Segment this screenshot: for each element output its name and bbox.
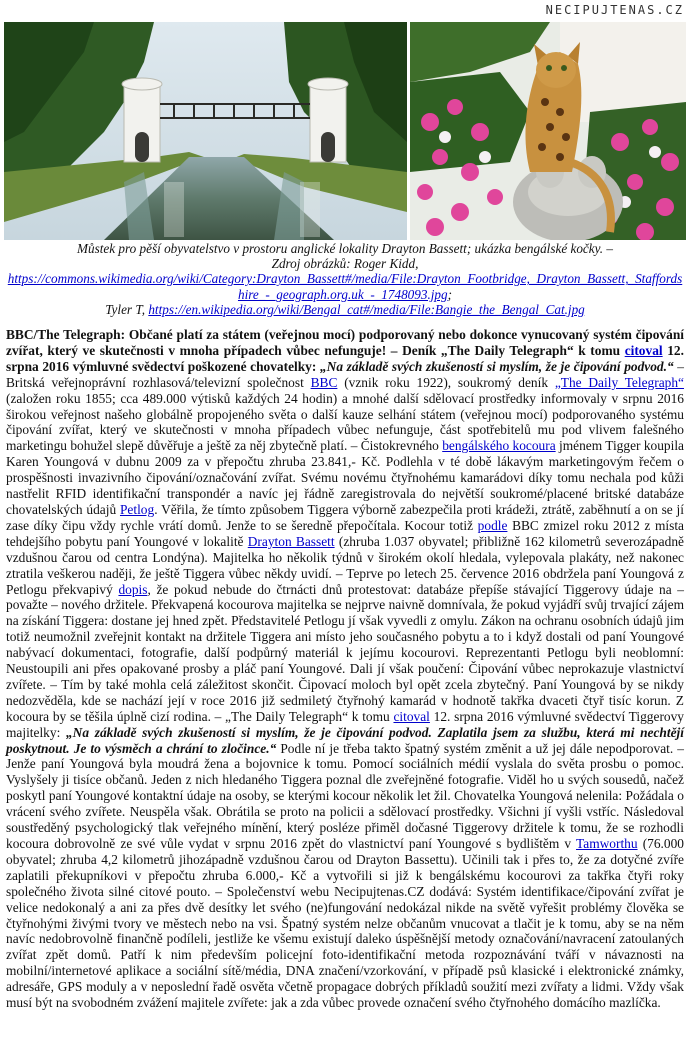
- footbridge-photo: [4, 22, 407, 240]
- text-9: 12. srpna 2016 výmluvné svědectví Tiggerovy majitelky:: [6, 708, 684, 740]
- link-tamworth[interactable]: Tamworthu: [576, 836, 638, 851]
- link-bengal-cat[interactable]: bengálského kocoura: [442, 438, 556, 454]
- quote-2: „Na základě svých zkušeností si myslím, že je čipování podvod. Zaplatila jsem za službu, která mi nechtějí poskytnout. Je to výsměch a chrání to zločince.“: [6, 724, 684, 756]
- text-7: (zhruba 1.037 obyvatel; přibližně 162 kilometrů severozápadně vzdušnou čarou od centra Londýna). Majitelka ho několik týdnů v širokém okolí hledala, vylepovala plakáty, než nakonec ztratila veškerou naději, že ještě Tiggera vůbec někdy uvidí. – Teprve po letech 25. července 2016 obdržela paní Youngová z Petlogu překvapivý: [6, 533, 684, 597]
- caption-separator: ;: [447, 286, 453, 302]
- link-citoval[interactable]: citoval: [624, 342, 663, 358]
- text-3: (založen roku 1855; cca 489.000 výtisků každých 24 hodin) a mnohé další sdělovací prostředky informovaly v srpnu 2016 širokou veřejnost našeho globálně propojeného světa o další kauze selhání státem (veřejnou mocí) podporovaného systému čipování zvířat, který ve skutečnosti v mnoha případech vůbec nefunguje, část spotřebitelů mu pod vlivem falešného marketingu bohužel slepě důvěřuje a ještě za něj zbytečně platí. – Čistokrevného: [6, 390, 684, 454]
- photo-strip: [4, 22, 686, 240]
- image-caption: [6, 241, 684, 317]
- text-2: (vznik roku 1922), soukromý deník: [344, 374, 549, 390]
- text-4: jménem Tigger koupila Karen Youngová v dubnu 2009 za v přepočtu zhruba 23.841,- Kč. Podlehla v té době lákavým marketingovým řečem o prospěšnosti invazivního čipování/označování zvířat. Svému novému čtyřnohému kamarádovi díky tomu nechala pod kůži nastřelit RFID identifikační transpondér a navíc jej řádně zaregistrovala do největší soukromé/placené britské databáze chovatelských údajů: [6, 438, 684, 517]
- article-lead-quote: „Na základě svých zkušeností si myslím, že je čipování podvod.“: [319, 358, 674, 374]
- bengal-cat-photo: [410, 22, 686, 240]
- link-podle[interactable]: podle: [477, 517, 508, 533]
- link-citoval-2[interactable]: citoval: [393, 708, 430, 724]
- link-drayton-bassett[interactable]: Drayton Bassett: [247, 533, 335, 549]
- article-paragraph: [6, 327, 684, 1011]
- bengal-cat-photo-drawing: [410, 22, 686, 240]
- footbridge-photo-drawing: [4, 22, 407, 240]
- article-body: [6, 327, 684, 1011]
- link-dopis[interactable]: dopis: [118, 581, 148, 597]
- caption-link-footbridge[interactable]: https://commons.wikimedia.org/wiki/Category:Drayton_Bassett#/media/File:Drayton_Footbridge,_Drayton_Bassett,_Staffordshire_-_geograph.org.uk_-_1748093.jpg: [7, 271, 683, 302]
- text-1: – Britská veřejnoprávní rozhlasová/televizní společnost: [6, 358, 684, 390]
- link-petlog[interactable]: Petlog: [119, 501, 155, 517]
- text-10: Podle ní je třeba takto špatný systém změnit a už jej dále nepodporovat. – Jenže paní Youngová byla moudrá žena a bojovnice k tomu. Pomocí sociálních médií vyslala do světa prosbu o pomoc. Vyslyšely ji tisíce občanů. Jeden z nich hledaného Tiggera poznal dle zveřejněné fotografie. Viděl ho u svých sousedů, načež poskytl paní Youngové kontaktní údaje na osoby, se kterými kocour několik let žil. Chovatelka Youngová nelenila: Požádala o vrácení svého zvířete. Neuspěla však. Obrátila se proto na policii a sdělovací prostředky. Všichni jí vyšli vstříc. Následoval soustředěný psychologický tlak veřejného mínění, který posléze přiměl dočasné Tiggerovy držitele k tomu, že se rozhodli kocoura dobrovolně ze své vůle vydat v srpnu 2016 zpět do vlastnictví paní Youngové s bydlištěm v: [6, 740, 684, 851]
- caption-tyler: Tyler T,: [105, 301, 146, 317]
- site-name: NECIPUJTENAS.CZ: [545, 3, 684, 17]
- link-daily-telegraph[interactable]: „The Daily Telegraph“: [554, 374, 684, 390]
- caption-link-bengal[interactable]: https://en.wikipedia.org/wiki/Bengal_cat#/media/File:Bangie_the_Bengal_Cat.jpg: [148, 301, 585, 317]
- article-lead: BBC/The Telegraph: Občané platí za státem (veřejnou mocí) podporovaný nebo dokonce vynucovaný systém čipování zvířat, který ve skutečnosti v mnoha případech vůbec nefunguje! – Deník „The Daily Telegraph“ k tomu: [6, 327, 684, 358]
- text-8: , že pokud nebude do čtrnácti dnů protestovat: databáze přepíše stávající Tiggerovy údaje na – považte – nového držitele. Překvapená kocourova majitelka se nejprve naivně domnívala, že pokud vyjádří svůj trvající zájem na získání Tiggera: dostane jej hned zpět. Představitelé Petlogu jí však vyvedli z omylu. Zákon na ochranu osobních údajů jim totiž neumožnil zveřejnit kontakt na držitele Tiggera ani místo jeho současného pobytu a to i když dostali od paní Youngové nabývací dokumentaci, fotografie, další podpůrný materiál k jejímu kocourovi. Reprezentanti Petlogu byli neoblomní: Neustoupili ani přes opakované prosby a pláč paní Youngové. Dali jí však poučení: Čipování vůbec neprokazuje vlastnictví zvířete. – Tím by také mohla celá záležitost skončit. Čipovací moloch byl opět zcela zbytečný. Paní Youngová by se nikdy nedozvěděla, kde se nachází její v roce 2016 již sedmiletý čtyřnohý kamarád v hodnotě takřka dvaceti čtyř tisíc korun. Z kocoura by se těšila úplně cizí rodina. – „The Daily Telegraph“ k tomu: [6, 581, 684, 724]
- text-5: . Věřila, že tímto způsobem Tiggera výborně zabezpečila proti krádeži, ztrátě, zaběhnutí a on se jí zase díky čipu vždy rychle vrátí domů. Jenže to se šeredně přepočítala. Kocour totiž: [6, 501, 684, 533]
- link-bbc[interactable]: BBC: [310, 374, 338, 390]
- caption-line-1: Můstek pro pěší obyvatelstvo v prostoru anglické lokality Drayton Bassett; ukázka bengálské kočky. –: [77, 241, 613, 256]
- text-6: BBC zmizel roku 2012 z místa tehdejšího pobytu paní Youngové v lokalitě: [6, 517, 684, 549]
- text-11: (76.000 obyvatel; zhruba 4,2 kilometrů jihozápadně vzdušnou čarou od Drayton Bassettu). Učinili tak i přes to, že za dotyčné zvíře zaplatili překupníkovi v přepočtu zhruba 6.000,- Kč a vytvořili si již k bengálskému kocourovi za takřka čtyři roky společného života silné citové pouto. – Společenství webu Necipujtenas.CZ dodává: Systém identifikace/čipování zvířat je velice nedokonalý a ani za přes dvě desítky let svého (ne)fungování nedokázal nikde na světě vyřešit problémy člověka se čtyřnohými živými tvory ve městech nebo na vsi. Špatný systém nelze občanům vnucovat a tlačit je k tomu, aby se na něm navíc nedobrovolně finančně podíleli, jestliže ke všemu existují daleko úspěšnější metody označování/navracení zatoulaných zvířat zpět domů. Patří k nim především policejní foto-identifikační metoda rozpoznávání tváří v návaznosti na mobilní/internetové aplikace a sociální sítě/média, DNA značení/vzorkování, v případě psů klasické i elektronické známky, adresáře, GPS moduly a v neposlední řadě osvěta včetně propagace dobrých příkladů soužití mezi zvířaty a lidmi. Vždy však musí být na svobodném zvážení majitele zvířete: jak a zda vůbec provede označení svého čtyřnohého domácího mazlíčka.: [6, 836, 684, 1011]
- article-lead-date: 12. srpna 2016 výmluvné svědectví poškozené chovatelky:: [6, 342, 684, 374]
- caption-source: Zdroj obrázků: Roger Kidd,: [271, 256, 419, 272]
